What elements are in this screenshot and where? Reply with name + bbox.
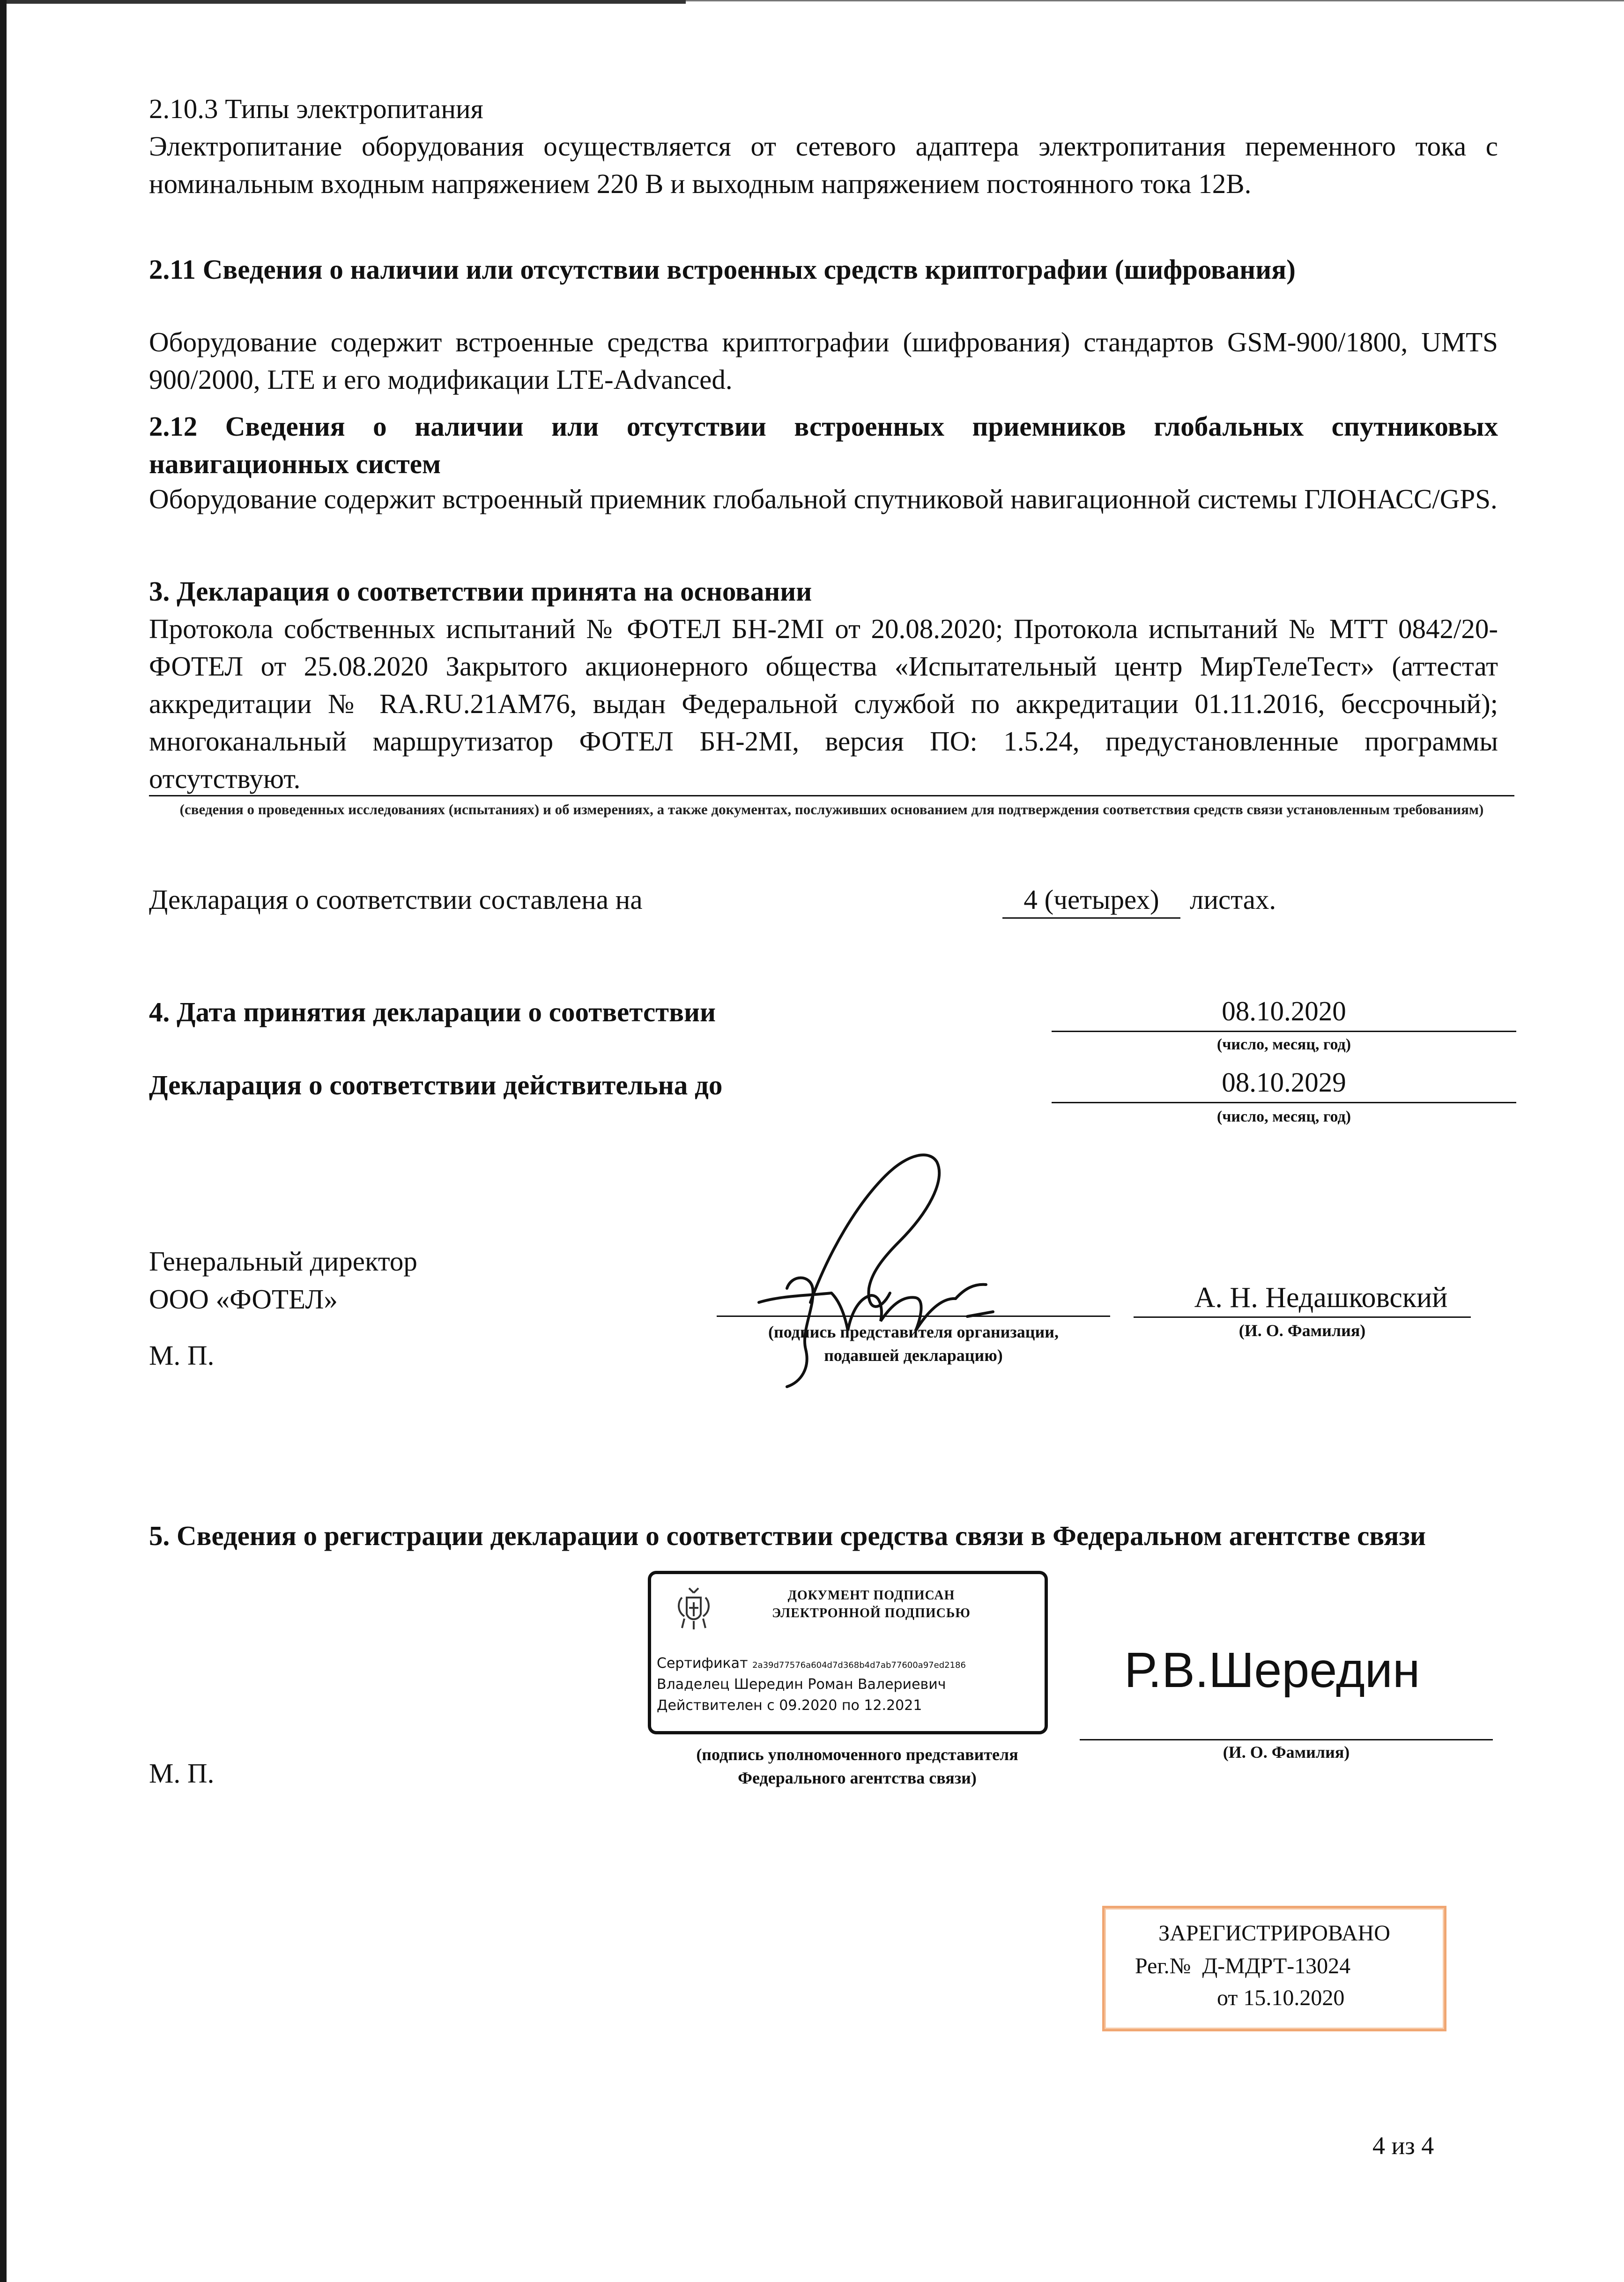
acceptance-date-label: 4. Дата принятия декларации о соответствии: [149, 996, 716, 1027]
sheets-suffix: листах.: [1190, 884, 1276, 915]
registration-number: Д-МДРТ-13024: [1202, 1954, 1351, 1978]
registration-title: ЗАРЕГИСТРИРОВАНО: [1158, 1921, 1390, 1946]
scan-edge-left: [0, 0, 7, 2282]
section-2-12-heading: 2.12 Сведения о наличии или отсутствии встроенных приемников глобальных спутниковых навигационных систем: [149, 411, 1498, 479]
acceptance-date-underline: [1052, 1031, 1516, 1032]
acceptance-date-value: 08.10.2020: [1222, 996, 1346, 1026]
stamp-certificate: [657, 1653, 966, 1676]
signature-note-2: подавшей декларацию): [824, 1346, 1003, 1365]
registration-date-label: от: [1217, 1985, 1238, 2010]
section-5-seal-place: М. П.: [149, 1758, 215, 1789]
e-signature-stamp: [648, 1571, 1048, 1734]
section-2-11-heading: 2.11 Сведения о наличии или отсутствии встроенных средств криптографии (шифрования): [149, 254, 1296, 285]
stamp-title-2: ЭЛЕКТРОННОЙ ПОДПИСЬЮ: [772, 1606, 971, 1620]
signatory-name: А. Н. Недашковский: [1194, 1282, 1448, 1314]
registration-number-line: [1135, 1951, 1350, 1981]
section-2-11-text: Оборудование содержит встроенные средства криптографии (шифрования) стандартов GSM-900/1800, UMTS 900/2000, LTE и его модификации LTE-Advanced.: [149, 327, 1498, 395]
valid-until-underline: [1052, 1102, 1516, 1103]
acceptance-date-note: (число, месяц, год): [1216, 1036, 1351, 1053]
scan-edge-top-dark: [7, 0, 686, 4]
authority-name-note: (И. О. Фамилия): [1223, 1743, 1350, 1762]
signatory-position: Генеральный директор: [149, 1246, 417, 1277]
authority-signature-note-1: (подпись уполномоченного представителя: [696, 1745, 1018, 1764]
authority-signature-note-2: Федерального агентства связи): [738, 1769, 977, 1787]
sheets-underline: [1002, 917, 1180, 919]
stamp-validity: Действителен с 09.2020 по 12.2021: [657, 1697, 922, 1714]
valid-until-note: (число, месяц, год): [1216, 1108, 1351, 1125]
signature-underline: [717, 1316, 1110, 1317]
emblem-icon: [668, 1583, 719, 1635]
registration-date: 15.10.2020: [1243, 1985, 1345, 2010]
stamp-title-1: ДОКУМЕНТ ПОДПИСАН: [787, 1588, 955, 1603]
registration-number-label: Рег.№: [1135, 1954, 1191, 1978]
registration-stamp: [1102, 1906, 1446, 2031]
signatory-name-underline: [1134, 1316, 1471, 1318]
stamp-owner: Владелец Шередин Роман Валериевич: [657, 1676, 946, 1693]
section-3-heading: 3. Декларация о соответствии принята на основании: [149, 576, 812, 607]
sheets-label: Декларация о соответствии составлена на: [149, 884, 643, 915]
valid-until-label: Декларация о соответствии действительна до: [149, 1070, 723, 1100]
signature-note-1: (подпись представителя организации,: [768, 1323, 1059, 1341]
section-2-10-3-text: Электропитание оборудования осуществляется от сетевого адаптера электропитания переменного тока с номинальным входным напряжением 220 В и выходным напряжением постоянного тока 12В.: [149, 131, 1498, 199]
section-3-text: Протокола собственных испытаний № ФОТЕЛ БН-2MI от 20.08.2020; Протокола испытаний № МТТ 0842/20-ФОТЕЛ от 25.08.2020 Закрытого акционерного общества «Испытательный центр МирТелеТест» (аттестат аккредитации № RA.RU.21AM76, выдан Федеральной службой по аккредитации 01.11.2016, бессрочный); многоканальный маршрутизатор ФОТЕЛ БН-2MI, версия ПО: 1.5.24, предустановленные программы отсутствуют.: [149, 613, 1498, 794]
signatory-company: ООО «ФОТЕЛ»: [149, 1284, 338, 1315]
signatory-seal-place: М. П.: [149, 1340, 215, 1371]
section-2-12-text: Оборудование содержит встроенный приемник глобальной спутниковой навигационной системы ГЛОНАСС/GPS.: [149, 483, 1498, 514]
stamp-certificate-value: 2a39d77576a604d7d368b4d7ab77600a97ed2186: [752, 1660, 966, 1670]
stamp-certificate-label: Сертификат: [657, 1655, 748, 1672]
authority-official-name: Р.В.Шередин: [1124, 1643, 1420, 1698]
registration-date-line: [1217, 1983, 1344, 2013]
section-3-note: (сведения о проведенных исследованиях (испытаниях) и об измерениях, а также документах, послуживших основанием для подтверждения соответствия средств связи установленным требованиям): [179, 801, 1484, 818]
valid-until-value: 08.10.2029: [1222, 1067, 1346, 1098]
section-5-heading: 5. Сведения о регистрации декларации о соответствии средства связи в Федеральном агентстве связи: [149, 1520, 1426, 1551]
page-number: 4 из 4: [1372, 2132, 1434, 2160]
section-2-10-3-heading: 2.10.3 Типы электропитания: [149, 93, 483, 124]
signatory-name-note: (И. О. Фамилия): [1238, 1321, 1366, 1340]
sheets-value: 4 (четырех): [1023, 884, 1159, 915]
section-3-underline: [149, 795, 1514, 796]
